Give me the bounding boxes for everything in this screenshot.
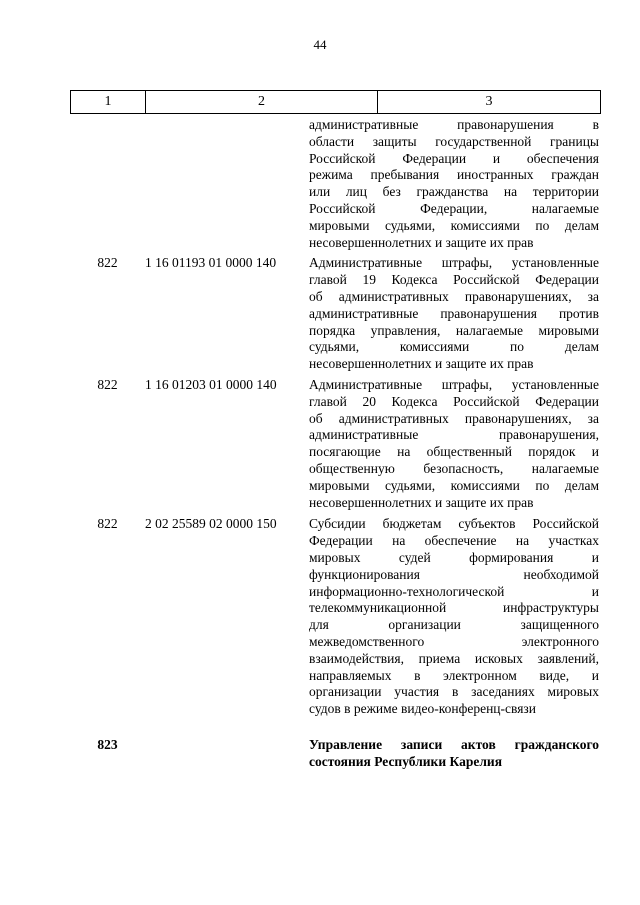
row-name [309, 255, 599, 373]
row-name-line: административные правонарушения, [309, 427, 599, 443]
row-name-line: функционирования необходимой [309, 566, 599, 582]
row-name-line: мировыми судьями, комиссиями по делам [309, 217, 599, 233]
row-name-line: информационно-технологической и [309, 583, 599, 599]
row-name [309, 516, 599, 718]
section-code: 823 [97, 736, 118, 752]
row-name-line: взаимодействия, приема исковых заявлений, [309, 650, 599, 666]
table-header [70, 90, 601, 114]
row-name-line: режима пребывания иностранных граждан [309, 167, 599, 183]
row-name [309, 117, 599, 251]
row-name-line: несовершеннолетних и защите их прав [309, 234, 534, 250]
header-col-2: 2 [146, 91, 378, 113]
table-row [0, 255, 640, 373]
section-title-line: Управление записи актов гражданского [309, 736, 599, 752]
row-name-line: телекоммуникационной инфраструктуры [309, 600, 599, 616]
section-title-line: состояния Республики Карелия [309, 753, 503, 769]
row-name-line: Субсидии бюджетам субъектов Российской [309, 516, 599, 532]
row-name-line: или лиц без гражданства на территории [309, 184, 599, 200]
page-number: 44 [313, 37, 327, 52]
row-kbk: 1 16 01203 01 0000 140 [145, 376, 277, 392]
row-kbk: 2 02 25589 02 0000 150 [145, 516, 277, 532]
row-name-line: мировых судей формирования и [309, 549, 599, 565]
row-name-line: общественную безопасность, налагаемые [309, 460, 599, 476]
row-name-line: организации участия в заседаниях мировых [309, 684, 599, 700]
row-name-line: об административных правонарушениях, за [309, 288, 599, 304]
header-col-3: 3 [485, 94, 493, 109]
row-name-line: порядка управления, налагаемые мировыми [309, 322, 599, 338]
row-name-line: межведомственного электронного [309, 633, 599, 649]
row-code: 822 [97, 516, 118, 532]
row-name-line: Российской Федерации, налагаемые [309, 200, 599, 216]
row-name-line: Российской Федерации и обеспечения [309, 150, 599, 166]
row-code: 822 [97, 255, 118, 271]
row-name-line: Административные штрафы, установленные [309, 255, 599, 271]
row-name-line: Федерации на обеспечение на участках [309, 533, 599, 549]
row-code: 822 [97, 376, 118, 392]
row-name-line: посягающие на общественный порядок и [309, 444, 599, 460]
row-name-line: мировыми судьями, комиссиями по делам [309, 477, 599, 493]
row-name-line: Административные штрафы, установленные [309, 376, 599, 392]
row-name-line: судьями, комиссиями по делам [309, 339, 599, 355]
header-col-1: 1 [71, 91, 146, 113]
row-name-line: административные правонарушения в [309, 117, 599, 132]
row-name-line: для организации защищенного [309, 617, 599, 633]
row-name-line: несовершеннолетних и защите их прав [309, 494, 534, 510]
table-row [0, 117, 640, 251]
table-row [0, 516, 640, 718]
row-name-line: административные правонарушения против [309, 305, 599, 321]
row-name-line: главой 19 Кодекса Российской Федерации [309, 272, 599, 288]
table-body [0, 117, 640, 770]
row-name-line: области защиты государственной границы [309, 133, 599, 149]
section-row [0, 737, 640, 771]
row-name-line: судов в режиме видео-конференц-связи [309, 701, 536, 717]
row-name [309, 377, 599, 511]
row-name-line: направляемых в электронном виде, и [309, 667, 599, 683]
row-name-line: об административных правонарушениях, за [309, 410, 599, 426]
row-name-line: главой 20 Кодекса Российской Федерации [309, 393, 599, 409]
row-kbk: 1 16 01193 01 0000 140 [145, 255, 277, 271]
table-row [0, 377, 640, 511]
section-title [309, 737, 599, 771]
row-name-line: несовершеннолетних и защите их прав [309, 356, 534, 372]
